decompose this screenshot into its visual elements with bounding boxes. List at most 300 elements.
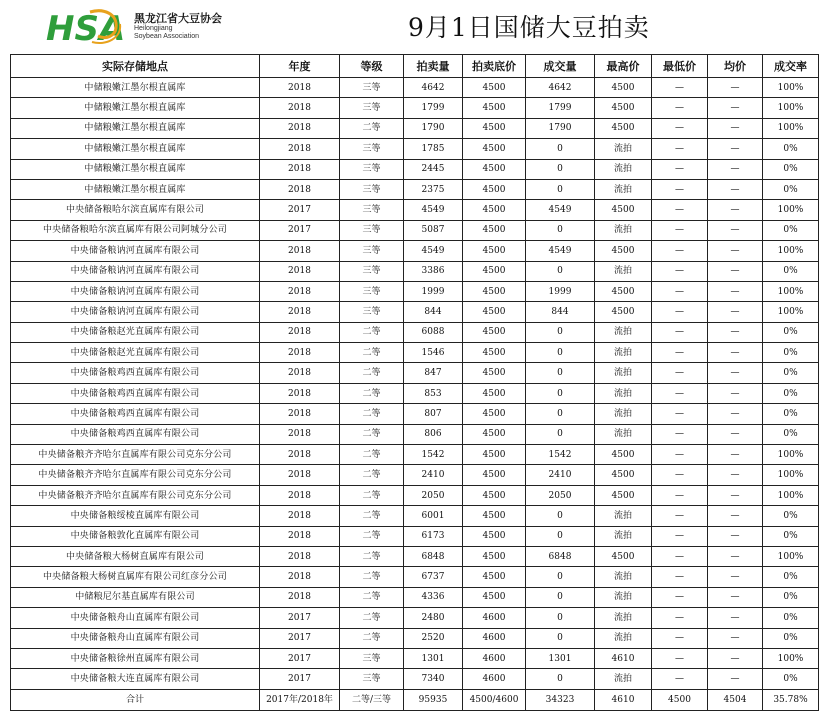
cell-year: 2018: [260, 343, 340, 363]
cell-reserve-price: 4500: [463, 587, 526, 607]
cell-location: 中央储备粮讷河直属库有限公司: [11, 281, 260, 301]
cell-reserve-price: 4500: [463, 78, 526, 98]
cell-reserve-price: 4500: [463, 445, 526, 465]
cell-average-price: —: [708, 261, 763, 281]
cell-traded-quantity: 0: [526, 669, 595, 689]
cell-grade: 三等: [340, 669, 404, 689]
cell-reserve-price: 4500: [463, 424, 526, 444]
table-row: [11, 281, 819, 301]
cell-location: 中央储备粮讷河直属库有限公司: [11, 302, 260, 322]
cell-year: 2017: [260, 220, 340, 240]
cell-highest-price: 流拍: [595, 669, 652, 689]
cell-deal-rate: 0%: [763, 506, 819, 526]
cell-auction-quantity: 6173: [404, 526, 463, 546]
cell-reserve-price: 4500: [463, 179, 526, 199]
cell-reserve-price: 4500: [463, 546, 526, 566]
cell-deal-rate: 100%: [763, 118, 819, 138]
table-row: [11, 648, 819, 668]
cell-year: 2017: [260, 200, 340, 220]
total-grade: 二等/三等: [340, 689, 404, 710]
cell-traded-quantity: 1301: [526, 648, 595, 668]
cell-year: 2018: [260, 281, 340, 301]
cell-year: 2018: [260, 485, 340, 505]
table-row: [11, 159, 819, 179]
page-title: 9月1日国储大豆拍卖: [408, 13, 650, 42]
cell-location: 中储粮嫩江墨尔根直属库: [11, 118, 260, 138]
cell-deal-rate: 100%: [763, 465, 819, 485]
cell-lowest-price: —: [652, 567, 708, 587]
cell-grade: 二等: [340, 404, 404, 424]
cell-auction-quantity: 6737: [404, 567, 463, 587]
cell-deal-rate: 0%: [763, 587, 819, 607]
cell-traded-quantity: 6848: [526, 546, 595, 566]
cell-traded-quantity: 0: [526, 526, 595, 546]
table-row: [11, 363, 819, 383]
page-header: [0, 0, 821, 52]
cell-year: 2018: [260, 506, 340, 526]
cell-reserve-price: 4500: [463, 261, 526, 281]
cell-reserve-price: 4500: [463, 281, 526, 301]
total-lowest-price: 4500: [652, 689, 708, 710]
total-average-price: 4504: [708, 689, 763, 710]
table-row: [11, 587, 819, 607]
cell-average-price: —: [708, 241, 763, 261]
table-row: [11, 78, 819, 98]
cell-auction-quantity: 6001: [404, 506, 463, 526]
cell-year: 2018: [260, 98, 340, 118]
cell-reserve-price: 4500: [463, 241, 526, 261]
cell-lowest-price: —: [652, 302, 708, 322]
cell-location: 中央储备粮舟山直属库有限公司: [11, 608, 260, 628]
cell-traded-quantity: 0: [526, 159, 595, 179]
cell-average-price: —: [708, 648, 763, 668]
table-row: [11, 200, 819, 220]
cell-year: 2017: [260, 648, 340, 668]
header-highest-price: 最高价: [595, 55, 652, 78]
cell-highest-price: 流拍: [595, 343, 652, 363]
cell-traded-quantity: 1790: [526, 118, 595, 138]
cell-reserve-price: 4500: [463, 343, 526, 363]
cell-deal-rate: 0%: [763, 526, 819, 546]
cell-average-price: —: [708, 587, 763, 607]
cell-grade: 二等: [340, 424, 404, 444]
cell-average-price: —: [708, 179, 763, 199]
cell-grade: 二等: [340, 587, 404, 607]
cell-location: 中央储备粮齐齐哈尔直属库有限公司克东分公司: [11, 445, 260, 465]
table-row: [11, 608, 819, 628]
cell-average-price: —: [708, 139, 763, 159]
cell-highest-price: 流拍: [595, 139, 652, 159]
cell-lowest-price: —: [652, 404, 708, 424]
cell-auction-quantity: 2410: [404, 465, 463, 485]
cell-deal-rate: 100%: [763, 445, 819, 465]
cell-lowest-price: —: [652, 628, 708, 648]
cell-location: 中央储备粮鸡西直属库有限公司: [11, 383, 260, 403]
cell-lowest-price: —: [652, 241, 708, 261]
hsa-logo-icon: [46, 6, 132, 48]
cell-average-price: —: [708, 343, 763, 363]
cell-highest-price: 流拍: [595, 404, 652, 424]
cell-auction-quantity: 5087: [404, 220, 463, 240]
cell-reserve-price: 4500: [463, 200, 526, 220]
cell-reserve-price: 4500: [463, 465, 526, 485]
cell-auction-quantity: 2480: [404, 608, 463, 628]
cell-deal-rate: 0%: [763, 261, 819, 281]
cell-highest-price: 4500: [595, 241, 652, 261]
cell-lowest-price: —: [652, 200, 708, 220]
cell-auction-quantity: 7340: [404, 669, 463, 689]
cell-average-price: —: [708, 465, 763, 485]
cell-location: 中央储备粮讷河直属库有限公司: [11, 241, 260, 261]
cell-highest-price: 4500: [595, 78, 652, 98]
cell-year: 2018: [260, 445, 340, 465]
cell-auction-quantity: 2050: [404, 485, 463, 505]
cell-reserve-price: 4500: [463, 526, 526, 546]
table-row: [11, 546, 819, 566]
cell-year: 2018: [260, 179, 340, 199]
cell-lowest-price: —: [652, 343, 708, 363]
cell-grade: 三等: [340, 179, 404, 199]
cell-year: 2018: [260, 546, 340, 566]
cell-traded-quantity: 0: [526, 179, 595, 199]
cell-highest-price: 流拍: [595, 587, 652, 607]
cell-highest-price: 流拍: [595, 424, 652, 444]
cell-auction-quantity: 1542: [404, 445, 463, 465]
cell-highest-price: 4500: [595, 465, 652, 485]
total-deal-rate: 35.78%: [763, 689, 819, 710]
cell-highest-price: 4500: [595, 445, 652, 465]
header-grade: 等级: [340, 55, 404, 78]
cell-traded-quantity: 0: [526, 220, 595, 240]
cell-year: 2018: [260, 322, 340, 342]
cell-lowest-price: —: [652, 669, 708, 689]
cell-grade: 三等: [340, 78, 404, 98]
cell-average-price: —: [708, 567, 763, 587]
cell-location: 中央储备粮鸡西直属库有限公司: [11, 424, 260, 444]
cell-location: 中储粮尼尔基直属库有限公司: [11, 587, 260, 607]
cell-deal-rate: 100%: [763, 546, 819, 566]
cell-highest-price: 4500: [595, 200, 652, 220]
cell-lowest-price: —: [652, 261, 708, 281]
cell-auction-quantity: 847: [404, 363, 463, 383]
cell-lowest-price: —: [652, 445, 708, 465]
cell-average-price: —: [708, 669, 763, 689]
cell-average-price: —: [708, 363, 763, 383]
cell-year: 2018: [260, 526, 340, 546]
cell-lowest-price: —: [652, 322, 708, 342]
total-year: 2017年/2018年: [260, 689, 340, 710]
cell-location: 中央储备粮齐齐哈尔直属库有限公司克东分公司: [11, 485, 260, 505]
cell-grade: 二等: [340, 343, 404, 363]
cell-auction-quantity: 4642: [404, 78, 463, 98]
cell-lowest-price: —: [652, 139, 708, 159]
cell-auction-quantity: 1799: [404, 98, 463, 118]
cell-lowest-price: —: [652, 587, 708, 607]
cell-grade: 二等: [340, 546, 404, 566]
cell-traded-quantity: 0: [526, 424, 595, 444]
table-row: [11, 220, 819, 240]
cell-deal-rate: 0%: [763, 363, 819, 383]
cell-traded-quantity: 0: [526, 139, 595, 159]
cell-lowest-price: —: [652, 506, 708, 526]
cell-auction-quantity: 807: [404, 404, 463, 424]
cell-highest-price: 流拍: [595, 628, 652, 648]
cell-traded-quantity: 844: [526, 302, 595, 322]
cell-deal-rate: 0%: [763, 669, 819, 689]
table-row: [11, 465, 819, 485]
cell-average-price: —: [708, 322, 763, 342]
cell-lowest-price: —: [652, 424, 708, 444]
cell-deal-rate: 100%: [763, 648, 819, 668]
cell-reserve-price: 4500: [463, 220, 526, 240]
cell-highest-price: 4500: [595, 302, 652, 322]
cell-grade: 三等: [340, 200, 404, 220]
cell-grade: 三等: [340, 302, 404, 322]
cell-average-price: —: [708, 281, 763, 301]
cell-average-price: —: [708, 159, 763, 179]
cell-reserve-price: 4500: [463, 506, 526, 526]
cell-auction-quantity: 2375: [404, 179, 463, 199]
cell-year: 2018: [260, 567, 340, 587]
cell-average-price: —: [708, 118, 763, 138]
cell-auction-quantity: 2445: [404, 159, 463, 179]
cell-location: 中央储备粮舟山直属库有限公司: [11, 628, 260, 648]
cell-deal-rate: 0%: [763, 404, 819, 424]
cell-lowest-price: —: [652, 383, 708, 403]
cell-grade: 二等: [340, 322, 404, 342]
cell-location: 中央储备粮敦化直属库有限公司: [11, 526, 260, 546]
cell-grade: 二等: [340, 506, 404, 526]
cell-year: 2018: [260, 363, 340, 383]
association-logo: [46, 6, 246, 48]
cell-highest-price: 流拍: [595, 567, 652, 587]
table-header-row: [11, 55, 819, 78]
cell-auction-quantity: 1546: [404, 343, 463, 363]
cell-year: 2018: [260, 302, 340, 322]
cell-grade: 三等: [340, 241, 404, 261]
cell-grade: 三等: [340, 261, 404, 281]
table-row: [11, 628, 819, 648]
cell-highest-price: 流拍: [595, 608, 652, 628]
logo-english-line1: Heilongjiang: [134, 25, 173, 32]
cell-lowest-price: —: [652, 608, 708, 628]
cell-highest-price: 流拍: [595, 526, 652, 546]
cell-grade: 二等: [340, 363, 404, 383]
cell-year: 2018: [260, 261, 340, 281]
cell-year: 2018: [260, 78, 340, 98]
header-location: 实际存储地点: [11, 55, 260, 78]
cell-highest-price: 4500: [595, 485, 652, 505]
cell-year: 2018: [260, 241, 340, 261]
cell-highest-price: 流拍: [595, 220, 652, 240]
cell-reserve-price: 4500: [463, 98, 526, 118]
cell-location: 中央储备粮赵光直属库有限公司: [11, 343, 260, 363]
cell-deal-rate: 0%: [763, 159, 819, 179]
cell-highest-price: 4500: [595, 98, 652, 118]
table-row: [11, 139, 819, 159]
cell-deal-rate: 0%: [763, 628, 819, 648]
cell-average-price: —: [708, 302, 763, 322]
table-row: [11, 179, 819, 199]
table-row: [11, 261, 819, 281]
cell-grade: 二等: [340, 465, 404, 485]
table-body: [11, 78, 819, 690]
table-row: [11, 485, 819, 505]
header-reserve-price: 拍卖底价: [463, 55, 526, 78]
cell-location: 中央储备粮绥棱直属库有限公司: [11, 506, 260, 526]
cell-traded-quantity: 0: [526, 322, 595, 342]
table-row: [11, 424, 819, 444]
total-reserve-price: 4500/4600: [463, 689, 526, 710]
cell-auction-quantity: 4549: [404, 241, 463, 261]
header-year: 年度: [260, 55, 340, 78]
cell-deal-rate: 100%: [763, 241, 819, 261]
cell-traded-quantity: 0: [526, 261, 595, 281]
cell-year: 2018: [260, 159, 340, 179]
cell-traded-quantity: 0: [526, 587, 595, 607]
cell-average-price: —: [708, 383, 763, 403]
cell-grade: 二等: [340, 526, 404, 546]
cell-location: 中央储备粮大杨树直属库有限公司红彦分公司: [11, 567, 260, 587]
cell-average-price: —: [708, 200, 763, 220]
logo-chinese-name: 黑龙江省大豆协会: [134, 12, 222, 25]
cell-lowest-price: —: [652, 546, 708, 566]
cell-deal-rate: 0%: [763, 220, 819, 240]
cell-auction-quantity: 2520: [404, 628, 463, 648]
cell-traded-quantity: 0: [526, 363, 595, 383]
cell-year: 2018: [260, 118, 340, 138]
cell-traded-quantity: 0: [526, 608, 595, 628]
cell-reserve-price: 4500: [463, 139, 526, 159]
cell-year: 2018: [260, 139, 340, 159]
cell-location: 中储粮嫩江墨尔根直属库: [11, 98, 260, 118]
table-row: [11, 445, 819, 465]
cell-year: 2017: [260, 628, 340, 648]
cell-average-price: —: [708, 526, 763, 546]
cell-reserve-price: 4500: [463, 404, 526, 424]
cell-location: 中央储备粮鸡西直属库有限公司: [11, 363, 260, 383]
cell-auction-quantity: 6848: [404, 546, 463, 566]
total-label: 合计: [11, 689, 260, 710]
cell-deal-rate: 100%: [763, 78, 819, 98]
cell-reserve-price: 4500: [463, 485, 526, 505]
cell-deal-rate: 0%: [763, 343, 819, 363]
cell-traded-quantity: 0: [526, 404, 595, 424]
cell-highest-price: 4610: [595, 648, 652, 668]
cell-year: 2017: [260, 669, 340, 689]
cell-deal-rate: 100%: [763, 281, 819, 301]
cell-reserve-price: 4600: [463, 608, 526, 628]
table-row: [11, 98, 819, 118]
cell-traded-quantity: 4549: [526, 200, 595, 220]
cell-deal-rate: 0%: [763, 383, 819, 403]
table-row: [11, 383, 819, 403]
total-auction-quantity: 95935: [404, 689, 463, 710]
cell-auction-quantity: 844: [404, 302, 463, 322]
cell-reserve-price: 4500: [463, 302, 526, 322]
cell-reserve-price: 4500: [463, 383, 526, 403]
cell-deal-rate: 100%: [763, 98, 819, 118]
cell-grade: 三等: [340, 98, 404, 118]
table-row: [11, 241, 819, 261]
cell-grade: 三等: [340, 139, 404, 159]
cell-lowest-price: —: [652, 220, 708, 240]
cell-reserve-price: 4500: [463, 567, 526, 587]
cell-auction-quantity: 1785: [404, 139, 463, 159]
cell-lowest-price: —: [652, 281, 708, 301]
table-row: [11, 567, 819, 587]
cell-auction-quantity: 6088: [404, 322, 463, 342]
cell-location: 中央储备粮鸡西直属库有限公司: [11, 404, 260, 424]
cell-average-price: —: [708, 628, 763, 648]
cell-grade: 三等: [340, 281, 404, 301]
auction-table: [10, 54, 819, 711]
cell-deal-rate: 0%: [763, 608, 819, 628]
cell-lowest-price: —: [652, 526, 708, 546]
cell-reserve-price: 4600: [463, 669, 526, 689]
cell-grade: 二等: [340, 383, 404, 403]
cell-average-price: —: [708, 78, 763, 98]
cell-grade: 二等: [340, 118, 404, 138]
cell-highest-price: 4500: [595, 118, 652, 138]
cell-auction-quantity: 4336: [404, 587, 463, 607]
cell-traded-quantity: 4642: [526, 78, 595, 98]
cell-traded-quantity: 0: [526, 628, 595, 648]
table-row: [11, 302, 819, 322]
cell-grade: 二等: [340, 608, 404, 628]
cell-lowest-price: —: [652, 363, 708, 383]
cell-traded-quantity: 1999: [526, 281, 595, 301]
table-row: [11, 343, 819, 363]
cell-traded-quantity: 4549: [526, 241, 595, 261]
header-traded-quantity: 成交量: [526, 55, 595, 78]
header-average-price: 均价: [708, 55, 763, 78]
cell-auction-quantity: 1301: [404, 648, 463, 668]
cell-auction-quantity: 806: [404, 424, 463, 444]
cell-year: 2018: [260, 404, 340, 424]
cell-location: 中储粮嫩江墨尔根直属库: [11, 159, 260, 179]
cell-location: 中央储备粮哈尔滨直属库有限公司: [11, 200, 260, 220]
cell-reserve-price: 4500: [463, 322, 526, 342]
cell-highest-price: 流拍: [595, 363, 652, 383]
cell-deal-rate: 0%: [763, 139, 819, 159]
cell-location: 中央储备粮大连直属库有限公司: [11, 669, 260, 689]
cell-traded-quantity: 0: [526, 343, 595, 363]
cell-deal-rate: 100%: [763, 302, 819, 322]
cell-location: 中央储备粮讷河直属库有限公司: [11, 261, 260, 281]
cell-grade: 二等: [340, 485, 404, 505]
cell-lowest-price: —: [652, 485, 708, 505]
cell-lowest-price: —: [652, 98, 708, 118]
cell-highest-price: 4500: [595, 546, 652, 566]
cell-year: 2018: [260, 424, 340, 444]
cell-year: 2018: [260, 383, 340, 403]
cell-reserve-price: 4500: [463, 159, 526, 179]
cell-reserve-price: 4600: [463, 648, 526, 668]
cell-highest-price: 流拍: [595, 506, 652, 526]
cell-grade: 二等: [340, 628, 404, 648]
cell-highest-price: 流拍: [595, 179, 652, 199]
cell-auction-quantity: 1790: [404, 118, 463, 138]
cell-lowest-price: —: [652, 465, 708, 485]
cell-traded-quantity: 1542: [526, 445, 595, 465]
cell-lowest-price: —: [652, 648, 708, 668]
cell-average-price: —: [708, 424, 763, 444]
cell-location: 中储粮嫩江墨尔根直属库: [11, 78, 260, 98]
cell-highest-price: 流拍: [595, 383, 652, 403]
cell-auction-quantity: 1999: [404, 281, 463, 301]
cell-traded-quantity: 0: [526, 383, 595, 403]
